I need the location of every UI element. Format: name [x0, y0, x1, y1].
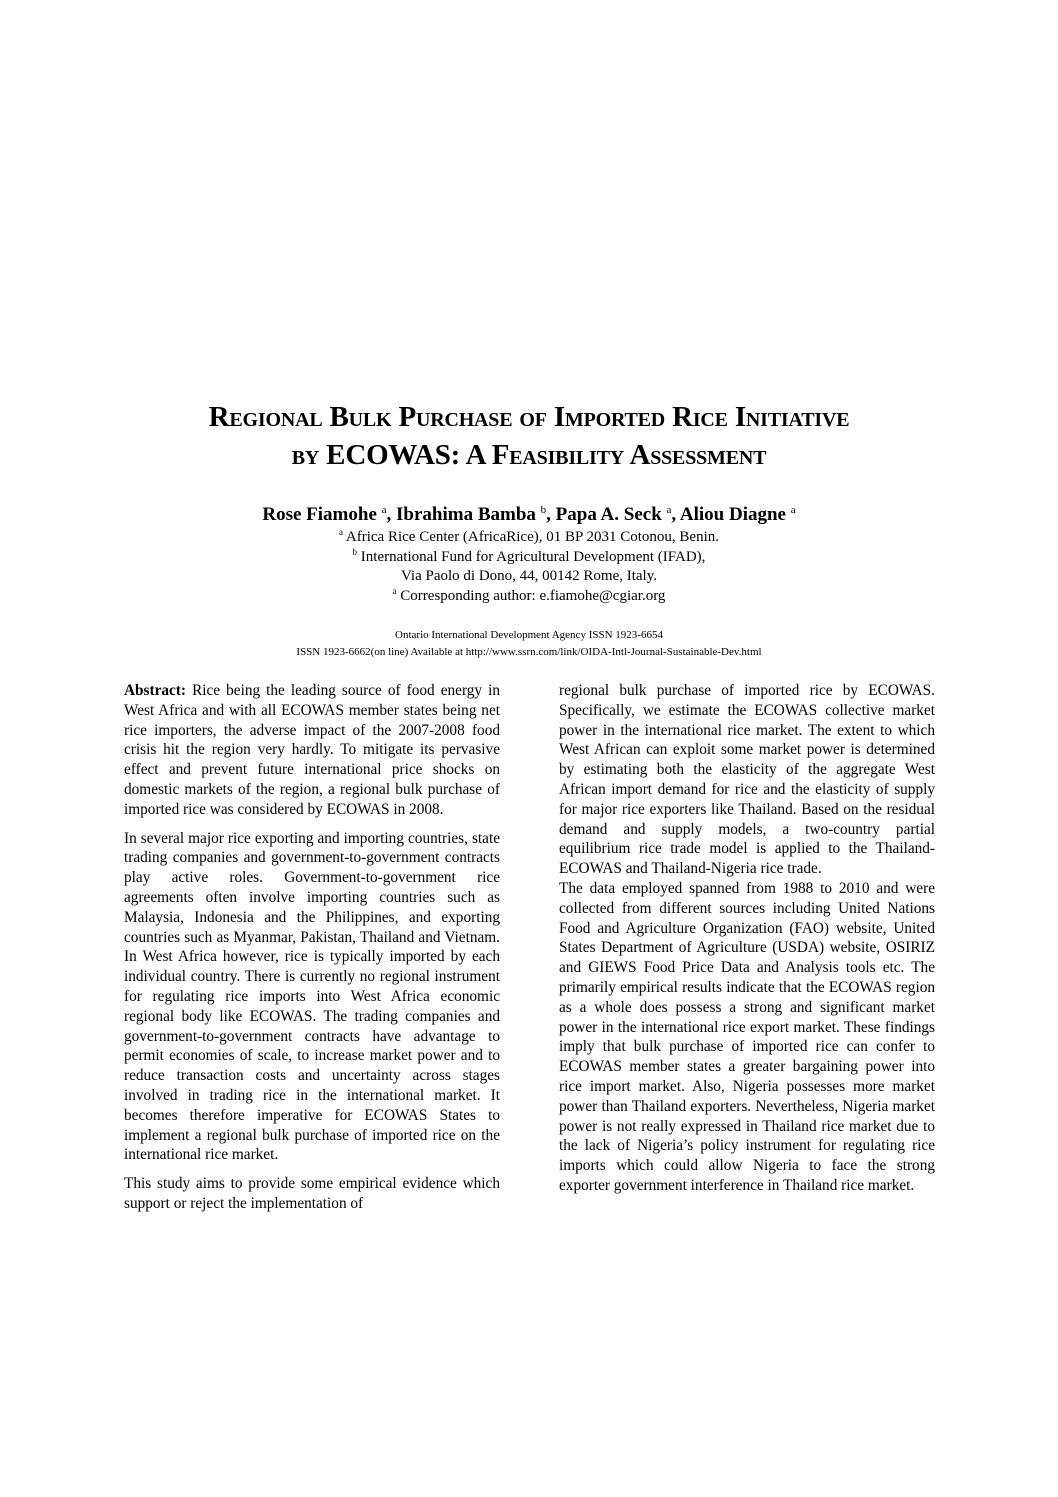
affiliation-mark: b [352, 546, 358, 557]
author-separator: , [671, 504, 680, 525]
affiliation-text: International Fund for Agricultural Development (IFAD), [360, 548, 706, 565]
abstract-paragraph-3-end: regional bulk purchase of imported rice by ECOWAS. Specifically, we estimate the ECOWAS collective market power in the international rice market. The extent to which West African can exploit some market power is determined by estimating both the elasticity of the aggregate West African import demand for rice and the elasticity of supply for major rice exporters like Thailand. Based on the residual demand and supply models, a two-country partial equilibrium rice trade model is applied to the Thailand-ECOWAS and Thailand-Nigeria rice trade. [559, 682, 935, 878]
author-name: Papa A. Seck [555, 504, 662, 525]
author-affiliation-mark: a [790, 504, 796, 516]
affiliation-b-address: Via Paolo di Dono, 44, 00142 Rome, Italy. [400, 568, 658, 585]
title-line-1: Regional Bulk Purchase of Imported Rice Initiative [208, 401, 850, 433]
abstract-column-right [559, 681, 935, 1205]
abstract-paragraph-2: In several major rice exporting and importing countries, state trading companies and government-to-government contracts play active roles. Government-to-government rice agreements often involve importing countries such as Malaysia, Indonesia and the Philippines, and exporting countries such as Myanmar, Pakistan, Thailand and Vietnam. In West Africa however, rice is typically imported by each individual country. There is currently no regional instrument for regulating rice imports into West Africa economic regional body like ECOWAS. The trading companies and government-to-government contracts have advantage to permit economies of scale, to increase market power and to reduce transaction costs and uncertainty across stages involved in trading rice in the international market. It becomes therefore imperative for ECOWAS States to implement a regional bulk purchase of imported rice on the international rice market. [124, 829, 500, 1164]
corresponding-author [60, 587, 998, 607]
author-name: Ibrahima Bamba [396, 504, 536, 525]
abstract-text: Rice being the leading source of food energy in West Africa and with all ECOWAS member states being net rice importers, the adverse impact of the 2007-2008 food crisis hit the region very hardly. To mitigate its pervasive effect and prevent future international price shocks on domestic markets of the region, a regional bulk purchase of imported rice was considered by ECOWAS in 2008. [124, 682, 500, 818]
author-list [60, 503, 998, 527]
abstract-label: Abstract: [124, 682, 187, 699]
author-name: Rose Fiamohe [262, 504, 377, 525]
author-affiliation-mark: b [540, 504, 547, 516]
title-line-2: by ECOWAS: A Feasibility Assessment [291, 439, 767, 471]
affiliation-mark: a [338, 527, 343, 537]
author-name: Aliou Diagne [679, 504, 786, 525]
affiliation-text: Africa Rice Center (AfricaRice), 01 BP 2031 Cotonou, Benin. [345, 529, 720, 545]
journal-line-2[interactable]: ISSN 1923-6662(on line) Available at http://www.ssrn.com/link/OIDA-Intl-Journal-Sustainable-Dev.html [296, 646, 762, 658]
abstract-paragraph-1 [124, 681, 500, 820]
affiliation-mark: a [392, 585, 397, 596]
journal-info [60, 627, 998, 661]
abstract-paragraph-3-start: This study aims to provide some empirical evidence which support or reject the implementation of [124, 1175, 500, 1212]
affiliation-a [60, 528, 998, 548]
author-separator: , [386, 504, 397, 525]
paper-title [60, 398, 998, 474]
journal-line-1: Ontario International Development Agency ISSN 1923-6654 [395, 629, 663, 641]
author-separator: , [546, 504, 556, 525]
abstract-paragraph-4: The data employed spanned from 1988 to 2010 and were collected from different sources including United Nations Food and Agriculture Organization (FAO) website, United States Department of Agriculture (USDA) website, OSIRIZ and GIEWS Food Price Data and Analysis tools etc. The primarily empirical results indicate that the ECOWAS region as a whole does possess a strong and significant market power in the international rice export market. These findings imply that bulk purchase of imported rice can confer to ECOWAS member states a greater bargaining power into rice import market. Also, Nigeria possesses more market power than Thailand exporters. Nevertheless, Nigeria market power is not really expressed in Thailand rice market due to the lack of Nigeria’s policy instrument for regulating rice imports which could allow Nigeria to face the strong exporter government interference in Thailand rice market. [559, 879, 935, 1194]
abstract-column-left [124, 681, 500, 1214]
author-affiliation-mark: a [381, 504, 387, 516]
affiliations [60, 528, 998, 606]
affiliation-b [60, 548, 998, 568]
author-affiliation-mark: a [666, 504, 672, 516]
corresponding-author-text[interactable]: Corresponding author: e.fiamohe@cgiar.org [400, 587, 666, 604]
